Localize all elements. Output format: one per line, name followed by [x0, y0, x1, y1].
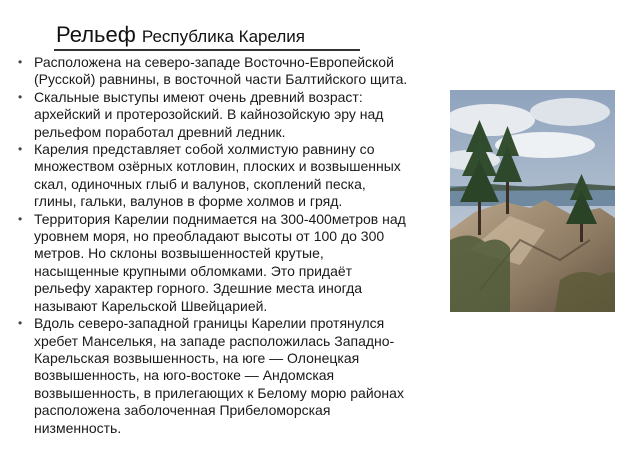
bullet-line: рельефом поработал древний ледник. [34, 123, 286, 140]
bullet-line: • Расположена на северо-западе Восточно-Европейской [34, 54, 394, 70]
bullet-line: расположена заболоченная Прибеломорская [34, 402, 331, 419]
title-subtitle: Республика Карелия [141, 27, 306, 46]
bullet-line: хребет Манселькя, на западе расположилась Западно- [34, 332, 395, 349]
bullet-line: • Карелия представляет собой холмистую равнину со [34, 141, 375, 158]
bullet-line: возвышенность, в прилегающих к Белому морю районах [34, 384, 404, 401]
cloud [530, 98, 610, 126]
slide-title [56, 22, 305, 51]
bullet-item [16, 54, 452, 89]
bullet-item [16, 141, 452, 211]
bullet-line: • Скальные выступы имеют очень древний возраст: [34, 88, 363, 105]
bullet-line: Карельская возвышенность, на юге — Олонецкая [34, 349, 360, 366]
shrubs [555, 272, 615, 312]
bullet-line: уровнем моря, но преобладают высоты от 100 до 300 [34, 228, 385, 245]
bullet-item [16, 89, 452, 141]
bullet-line: • Территория Карелии поднимается на 300-400метров над [34, 210, 406, 227]
bullet-line: скал, одиночных глыб и валунов, скоплений песка, [34, 175, 366, 192]
bullet-line: метров. Но склоны возвышенностей крутые, [34, 245, 324, 262]
title-main: Рельеф [56, 22, 136, 47]
title-underline [54, 49, 360, 51]
bullet-item [16, 315, 452, 437]
bullet-line: • Вдоль северо-западной границы Карелии протянулся [34, 315, 385, 332]
shrubs [450, 235, 510, 312]
landscape-photo [450, 90, 615, 312]
bullet-item [16, 211, 452, 315]
bullet-line: насыщенные крупными обломками. Это придаёт [34, 262, 353, 279]
bullet-line: (Русской) равнины, в восточной части Балтийского щита. [34, 71, 408, 88]
bullet-line: возвышенность, на юго-востоке — Андомская [34, 367, 335, 384]
bullet-line: рельефу характер горного. Здешние места иногда [34, 280, 363, 297]
bullet-line: глины, гальки, валунов в форме холмов и гряд. [34, 193, 343, 210]
bullet-line: называют Карельской Швейцарией. [34, 297, 268, 314]
bullet-line: низменность. [34, 419, 122, 436]
bullet-line: архейский и протерозойский. В кайнозойскую эру над [34, 106, 384, 123]
bullet-list [16, 54, 452, 437]
bullet-line: множеством озёрных котловин, плоских и возвышенных [34, 158, 401, 175]
